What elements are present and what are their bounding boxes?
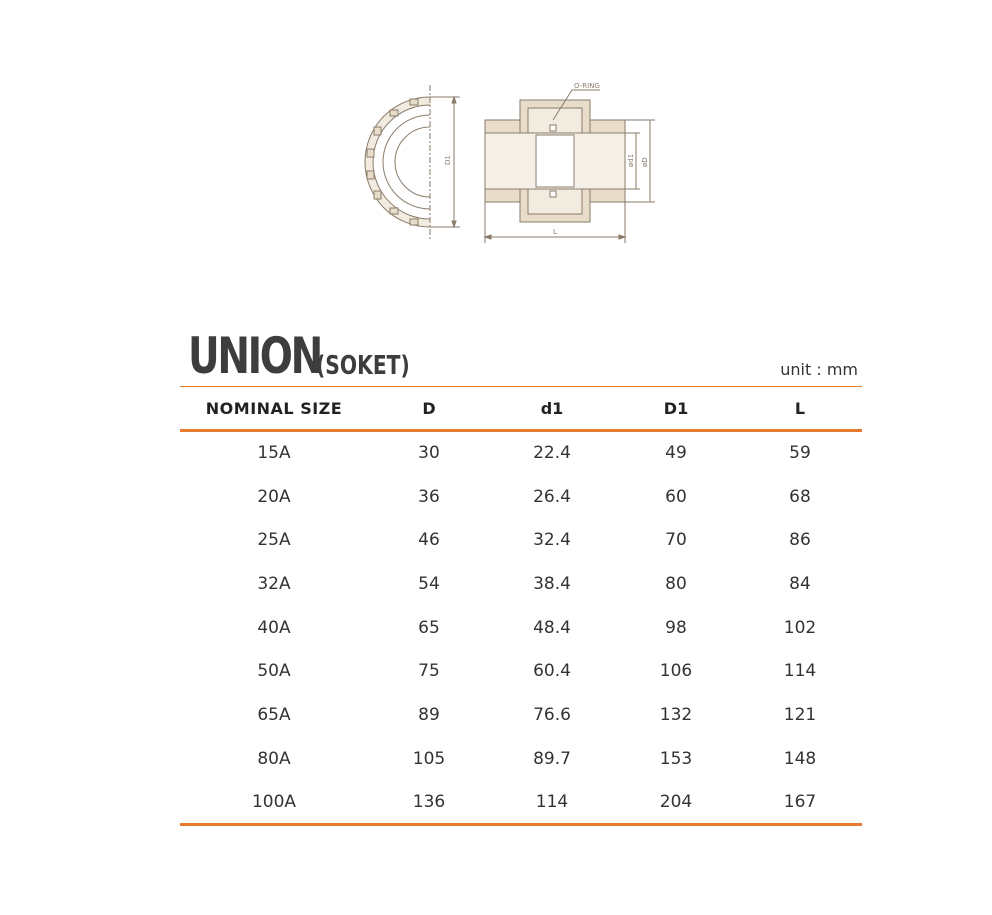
table-row [180,606,862,650]
dim-D1-label: D1 [444,155,452,165]
dim-D-label: øD [641,157,649,167]
cell-D: 36 [418,486,440,507]
header-d1: d1 [540,398,564,418]
cell-D: 89 [418,704,440,725]
cell-D: 136 [412,792,446,813]
cell-nominal-size: 100A [251,792,297,813]
cell-nominal-size: 80A [257,748,291,769]
cell-d1: 38.4 [533,573,571,594]
unit-label: unit : mm [780,360,858,379]
table-row [180,781,862,825]
cell-D1: 204 [659,792,693,813]
dim-L-label: L [553,228,557,236]
cell-D: 46 [418,530,440,551]
table-row [180,649,862,693]
cell-D1: 60 [665,486,687,507]
table-header-row [180,387,862,429]
cell-d1: 26.4 [533,486,571,507]
header-nominal-size: NOMINAL SIZE [205,398,343,418]
cell-L: 59 [789,442,811,463]
header-D: D [422,398,436,418]
union-technical-drawing [350,75,660,250]
cell-d1: 22.4 [533,442,571,463]
cell-D1: 132 [659,704,693,725]
cell-L: 102 [783,617,817,638]
cell-L: 167 [783,792,817,813]
oring-label: O-RING [574,82,600,90]
cell-D: 54 [418,573,440,594]
table-row [180,518,862,562]
product-subtitle: (SOKET) [316,351,410,381]
cell-nominal-size: 50A [257,661,291,682]
dim-d1-label: ød1 [627,153,635,167]
cell-D: 105 [412,748,446,769]
cell-nominal-size: 32A [257,573,291,594]
cell-D: 30 [418,442,440,463]
cell-L: 114 [783,661,817,682]
cell-D1: 98 [665,617,687,638]
cell-nominal-size: 15A [257,442,291,463]
header-L: L [794,398,806,418]
table-row [180,737,862,781]
table-row [180,431,862,475]
cell-d1: 76.6 [533,704,571,725]
table-row [180,693,862,737]
cell-L: 121 [783,704,817,725]
cell-L: 148 [783,748,817,769]
cell-nominal-size: 40A [257,617,291,638]
table-row [180,562,862,606]
cell-D1: 70 [665,530,687,551]
cell-D1: 106 [659,661,693,682]
table-row [180,475,862,519]
cell-nominal-size: 20A [257,486,291,507]
cell-nominal-size: 65A [257,704,291,725]
cell-D1: 153 [659,748,693,769]
cell-d1: 48.4 [533,617,571,638]
title-block [188,328,860,384]
cell-d1: 89.7 [533,748,571,769]
cell-D1: 49 [665,442,687,463]
cell-D: 65 [418,617,440,638]
cell-d1: 32.4 [533,530,571,551]
cell-nominal-size: 25A [257,530,291,551]
header-D1: D1 [663,398,689,418]
cell-d1: 114 [535,792,569,813]
cell-d1: 60.4 [533,661,571,682]
product-title: UNION [188,327,321,385]
table-body [180,431,862,824]
cell-L: 86 [789,530,811,551]
cell-L: 68 [789,486,811,507]
cell-D: 75 [418,661,440,682]
cell-L: 84 [789,573,811,594]
dimension-table [180,387,862,813]
cell-D1: 80 [665,573,687,594]
